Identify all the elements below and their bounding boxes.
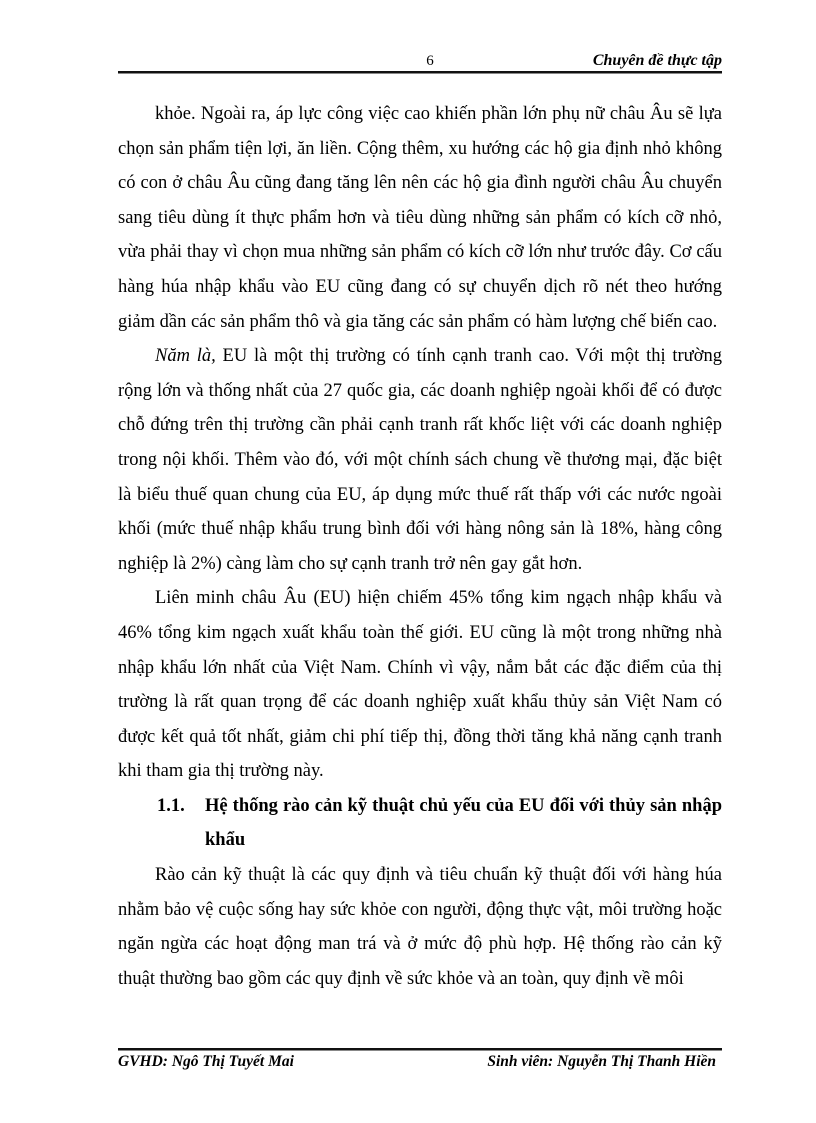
student-name: Sinh viên: Nguyễn Thị Thanh Hiền <box>487 1053 716 1070</box>
document-title: Chuyên đề thực tập <box>592 52 722 69</box>
section-heading <box>118 789 722 858</box>
section-title: Hệ thống rào cản kỹ thuật chủ yếu của EU đối với thủy sản nhập khẩu <box>205 795 722 851</box>
paragraph-technical-barriers: Rào cản kỹ thuật là các quy định và tiêu chuẩn kỹ thuật đối với hàng húa nhằm bảo vệ cuộc sống hay sức khỏe con người, động thực vật, môi trường hoặc ngăn ngừa các hoạt động man trá và ở mức độ phù hợp. Hệ thống rào cản kỹ thuật thường bao gồm các quy định về sức khỏe và an toàn, quy định về môi <box>118 865 722 989</box>
page-footer <box>118 1053 722 1075</box>
page-header <box>118 50 722 70</box>
section-number: 1.1. <box>157 795 185 816</box>
paragraph-eu-share: Liên minh châu Âu (EU) hiện chiếm 45% tổng kim ngạch nhập khẩu và 46% tổng kim ngạch xuất khẩu toàn thế giới. EU cũng là một trong những nhà nhập khẩu lớn nhất của Việt Nam. Chính vì vậy, nắm bắt các đặc điểm của thị trường là rất quan trọng để các doanh nghiệp xuất khẩu thủy sản Việt Nam có được kết quả tốt nhất, giảm chi phí tiếp thị, đồng thời tăng khả năng cạnh tranh khi tham gia thị trường này. <box>118 588 722 782</box>
paragraph-competition <box>118 339 722 581</box>
paragraph-text: EU là một thị trường có tính cạnh tranh cao. Với một thị trường rộng lớn và thống nhất của 27 quốc gia, các doanh nghiệp ngoài khối để có được chỗ đứng trên thị trường cần phải cạnh tranh rất khốc liệt với các doanh nghiệp trong nội khối. Thêm vào đó, với một chính sách chung về thương mại, đặc biệt là biểu thuế quan chung của EU, áp dụng mức thuế rất thấp với các nước ngoài khối (mức thuế nhập khẩu trung bình đối với hàng nông sản là 18%, hàng công nghiệp là 2%) càng làm cho sự cạnh tranh trở nên gay gắt hơn. <box>118 346 722 574</box>
paragraph-lead-italic: Năm là, <box>155 346 216 367</box>
paragraph-continuation: khỏe. Ngoài ra, áp lực công việc cao khiến phần lớn phụ nữ châu Âu sẽ lựa chọn sản phẩm tiện lợi, ăn liền. Cộng thêm, xu hướng các hộ gia định nhỏ không có con ở châu Âu cũng đang tăng lên nên các hộ gia đình người châu Âu chuyển sang tiêu dùng ít thực phẩm hơn và tiêu dùng những sản phẩm có kích cỡ nhỏ, vừa phải thay vì chọn mua những sản phẩm có kích cỡ lớn như trước đây. Cơ cấu hàng húa nhập khẩu vào EU cũng đang có sự chuyển dịch rõ nét theo hướng giảm dần các sản phẩm thô và gia tăng các sản phẩm có hàm lượng chế biến cao. <box>118 104 722 332</box>
page-number: 6 <box>426 53 434 69</box>
advisor-name: GVHD: Ngô Thị Tuyết Mai <box>118 1053 294 1070</box>
document-body <box>118 97 722 996</box>
footer-divider <box>118 1048 722 1050</box>
header-divider <box>118 71 722 73</box>
